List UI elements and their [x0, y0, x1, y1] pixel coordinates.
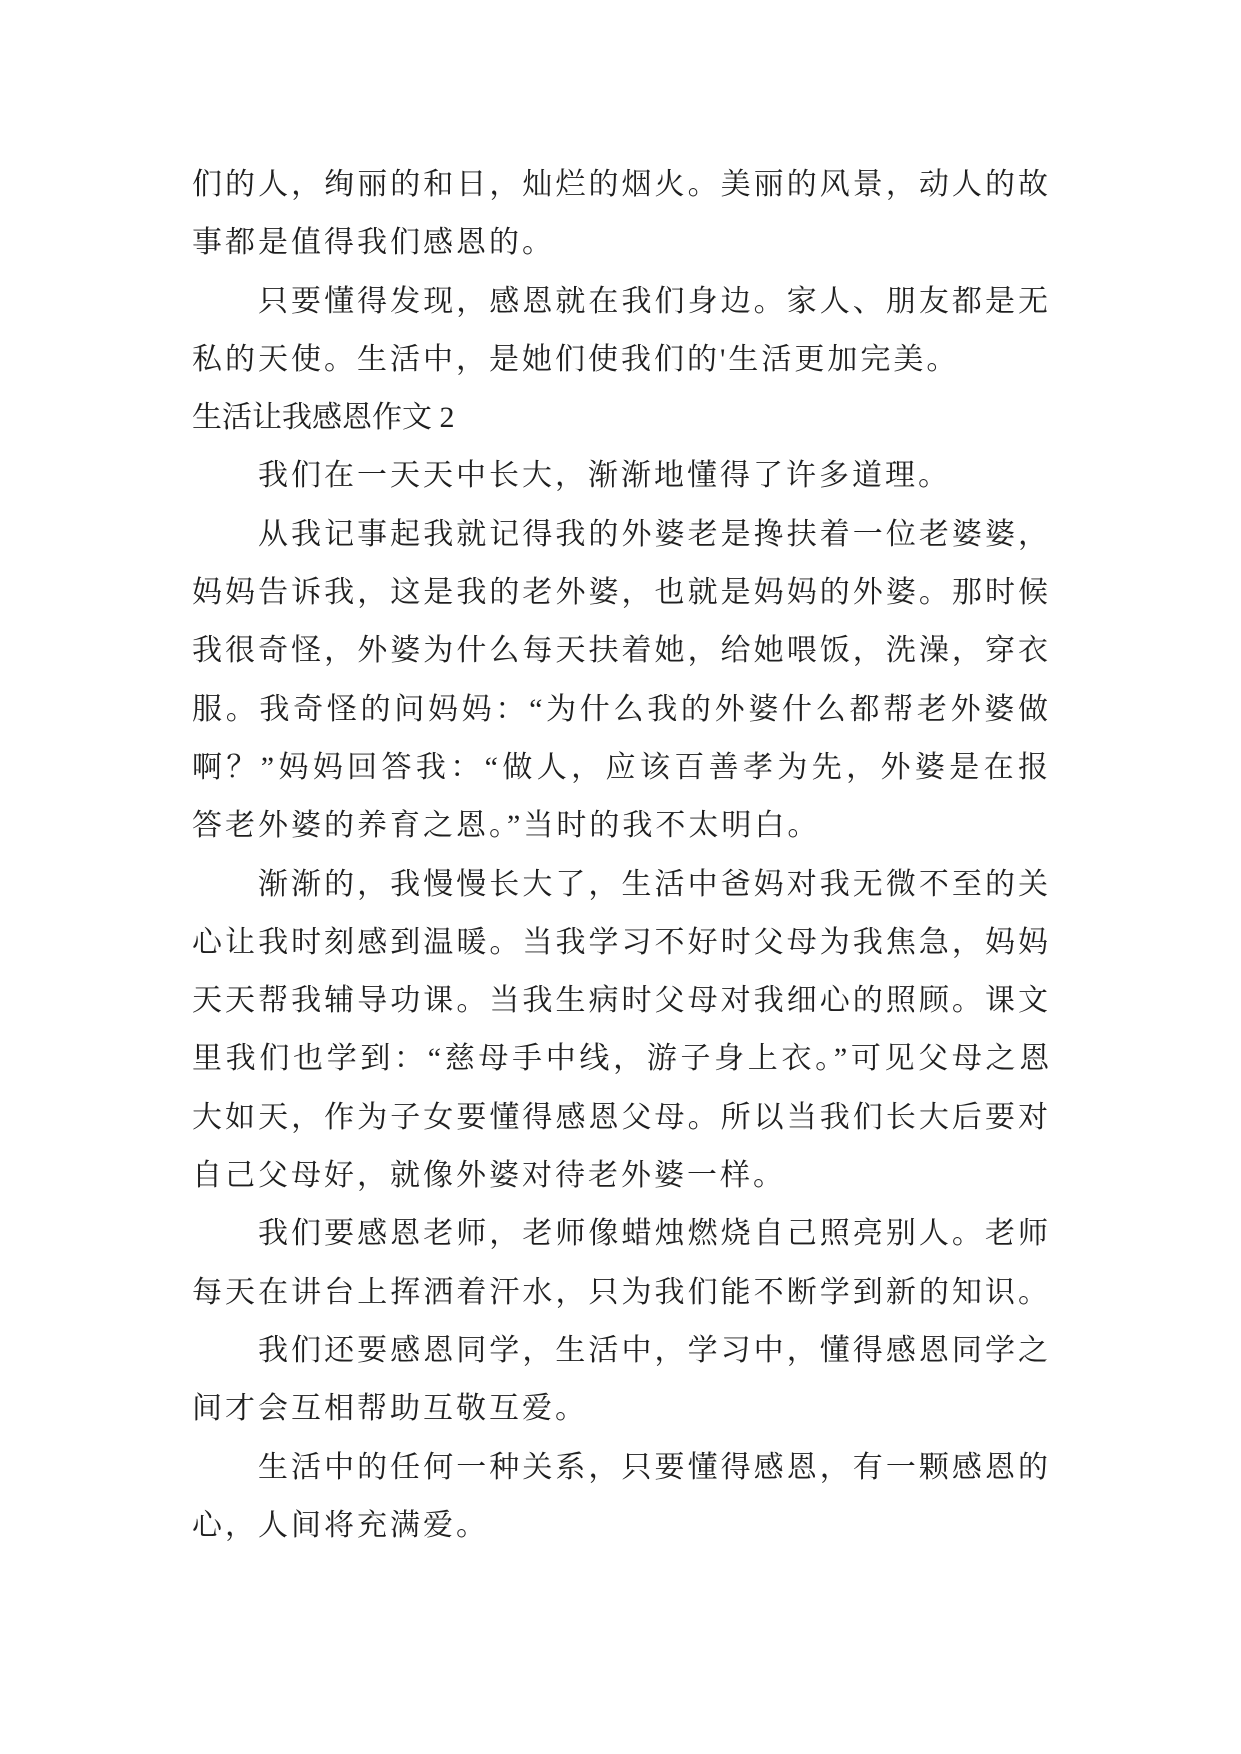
text-line: 妈妈告诉我，这是我的老外婆，也就是妈妈的外婆。那时候	[192, 576, 1051, 610]
text-line: 服。我奇怪的问妈妈：“为什么我的外婆什么都帮老外婆做	[192, 692, 1051, 726]
paragraph-first-line: 我们还要感恩同学，生活中，学习中，懂得感恩同学之	[258, 1333, 1051, 1367]
text-line: 们的人，绚丽的和日，灿烂的烟火。美丽的风景，动人的故	[192, 168, 1051, 201]
essay-1-continuation	[192, 165, 1051, 398]
text-line: 啊？”妈妈回答我：“做人，应该百善孝为先，外婆是在报	[192, 750, 1051, 784]
text-line: 天天帮我辅导功课。当我生病时父母对我细心的照顾。课文	[192, 984, 1051, 1018]
text-line: 间才会互相帮助互敬互爱。	[192, 1392, 588, 1426]
paragraph-first-line: 渐渐的，我慢慢长大了，生活中爸妈对我无微不至的关	[258, 867, 1051, 901]
paragraph-first-line: 只要懂得发现，感恩就在我们身边。家人、朋友都是无	[258, 284, 1051, 318]
document-page	[192, 165, 1051, 1564]
essay-2	[192, 398, 1051, 1564]
text-line: 大如天，作为子女要懂得感恩父母。所以当我们长大后要对	[192, 1100, 1051, 1134]
essay-title: 生活让我感恩作文 2	[192, 401, 455, 435]
text-line: 答老外婆的养育之恩。”当时的我不太明白。	[192, 809, 821, 843]
text-line: 我很奇怪，外婆为什么每天扶着她，给她喂饭，洗澡，穿衣	[192, 634, 1051, 668]
text-line: 里我们也学到：“慈母手中线，游子身上衣。”可见父母之恩	[192, 1042, 1051, 1076]
text-line: 自己父母好，就像外婆对待老外婆一样。	[192, 1159, 786, 1193]
paragraph-first-line: 生活中的任何一种关系，只要懂得感恩，有一颗感恩的	[258, 1450, 1051, 1484]
paragraph-first-line: 我们要感恩老师，老师像蜡烛燃烧自己照亮别人。老师	[258, 1217, 1051, 1251]
text-line: 心让我时刻感到温暖。当我学习不好时父母为我焦急，妈妈	[192, 925, 1051, 959]
text-line: 每天在讲台上挥洒着汗水，只为我们能不断学到新的知识。	[192, 1275, 1051, 1309]
paragraph-first-line: 我们在一天天中长大，渐渐地懂得了许多道理。	[258, 459, 951, 493]
text-line: 事都是值得我们感恩的。	[192, 226, 555, 260]
text-line: 私的天使。生活中，是她们使我们的'生活更加完美。	[192, 342, 960, 376]
paragraph-first-line: 从我记事起我就记得我的外婆老是搀扶着一位老婆婆，	[258, 517, 1051, 551]
text-line: 心，人间将充满爱。	[192, 1508, 489, 1542]
